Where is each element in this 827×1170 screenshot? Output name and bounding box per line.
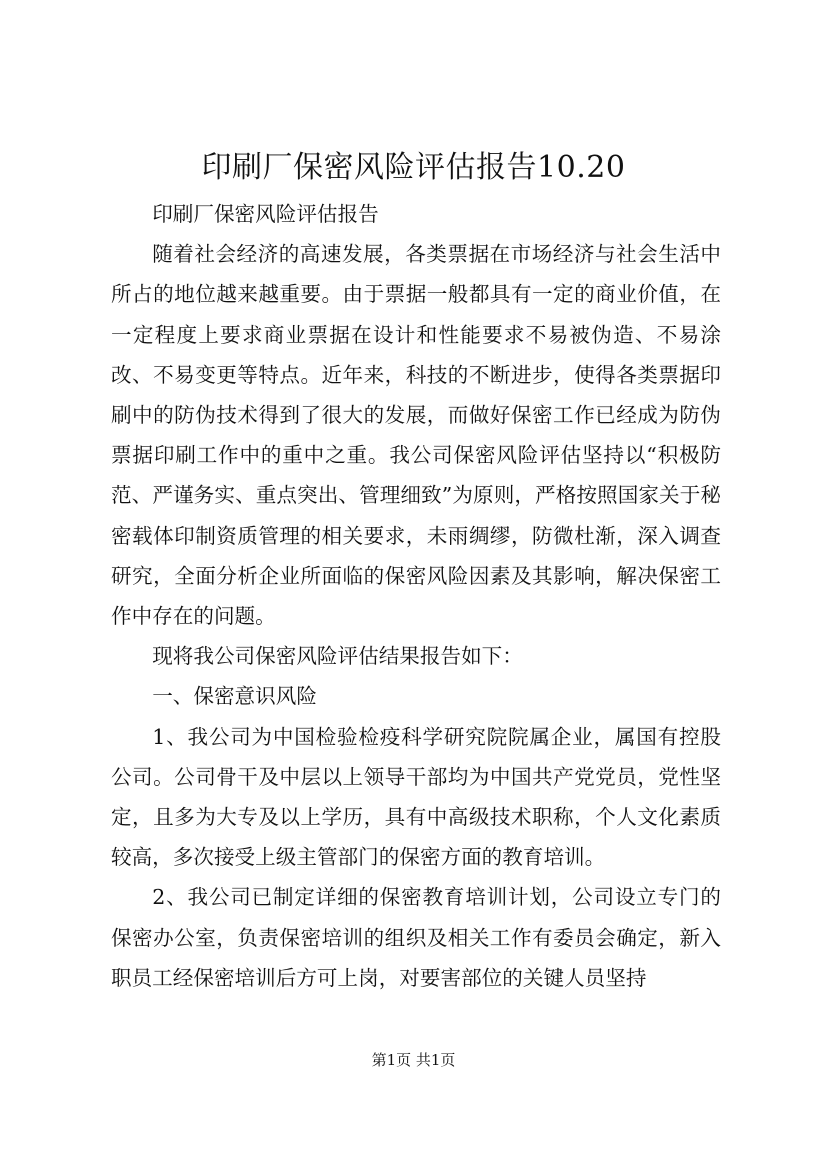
item-1-paragraph: 1、我公司为中国检验检疫科学研究院院属企业，属国有控股公司。公司骨干及中层以上领导干部均为中国共产党党员，党性坚定，且多为大专及以上学历，具有中高级技术职称，个人文化素质较高，多次接受上级主管部门的保密方面的教育培训。	[111, 724, 721, 870]
subtitle-paragraph: 印刷厂保密风险评估报告	[152, 202, 379, 226]
item-2-paragraph: 2、我公司已制定详细的保密教育培训计划，公司设立专门的保密办公室，负责保密培训的组织及相关工作有委员会确定，新入职员工经保密培训后方可上岗，对要害部位的关键人员坚持	[111, 885, 721, 990]
intro-paragraph: 随着社会经济的高速发展，各类票据在市场经济与社会生活中所占的地位越来越重要。由于票据一般都具有一定的商业价值，在一定程度上要求商业票据在设计和性能要求不易被伪造、不易涂改、不易变更等特点。近年来，科技的不断进步，使得各类票据印刷中的防伪技术得到了很大的发展，而做好保密工作已经成为防伪票据印刷工作中的重中之重。我公司保密风险评估坚持以“积极防范、严谨务实、重点突出、管理细致”为原则，严格按照国家关于秘密载体印制资质管理的相关要求，未雨绸缪，防微杜渐，深入调查研究，全面分析企业所面临的保密风险因素及其影响，解决保密工作中存在的问题。	[111, 242, 721, 629]
document-body	[111, 194, 721, 998]
document-title: 印刷厂保密风险评估报告10.20	[201, 150, 626, 185]
page-number-footer: 第1页 共1页	[371, 1051, 456, 1069]
section-heading: 一、保密意识风险	[152, 684, 317, 709]
report-lead-paragraph: 现将我公司保密风险评估结果报告如下：	[152, 644, 523, 669]
